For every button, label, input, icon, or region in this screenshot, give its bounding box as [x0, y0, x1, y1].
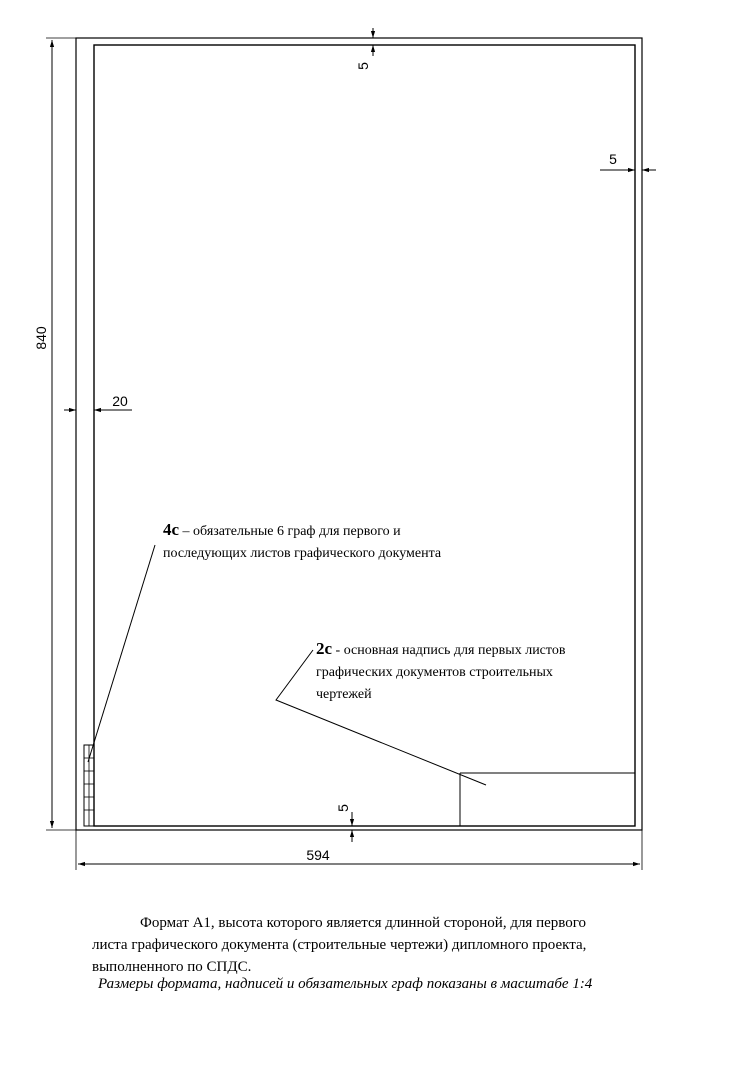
left-margin-dimension	[64, 393, 132, 410]
height-dimension	[33, 38, 76, 830]
right-margin-dimension	[600, 151, 656, 170]
top-margin-label: 5	[355, 62, 371, 70]
left-margin-label: 20	[112, 393, 128, 409]
callout-2c-text-line1: - основная надпись для первых листов	[332, 643, 566, 658]
height-dimension-label: 840	[33, 326, 49, 350]
callout-2c-text-line2: графических документов строительных	[316, 665, 553, 680]
sheet-outer-border	[76, 38, 642, 830]
leader-line-4c	[88, 545, 155, 762]
callout-2c-text-line3: чертежей	[316, 687, 372, 702]
caption-line1: Формат А1, высота которого является длинной стороной, для первого	[140, 915, 587, 931]
scale-note: Размеры формата, надписей и обязательных граф показаны в масштабе 1:4	[98, 976, 593, 992]
bottom-margin-dimension	[335, 804, 352, 842]
callout-2c-code: 2с	[316, 639, 333, 658]
callout-4c-text-line1: – обязательные 6 граф для первого и	[179, 524, 401, 539]
caption-line3: выполненного по СПДС.	[92, 959, 252, 975]
callout-4c-code: 4с	[163, 520, 180, 539]
callout-2c	[316, 638, 616, 706]
right-margin-label: 5	[609, 151, 617, 167]
callout-4c-text-line2: последующих листов графического документа	[163, 546, 442, 561]
bottom-margin-label: 5	[335, 804, 351, 812]
caption-line2: листа графического документа (строительные чертежи) дипломного проекта,	[92, 937, 587, 953]
top-margin-dimension	[355, 28, 373, 70]
title-block-2c	[460, 773, 635, 826]
width-dimension	[76, 830, 642, 870]
callout-4c	[163, 519, 523, 565]
figure-caption	[92, 912, 652, 978]
drawing-frame	[94, 45, 635, 826]
width-dimension-label: 594	[306, 847, 330, 863]
